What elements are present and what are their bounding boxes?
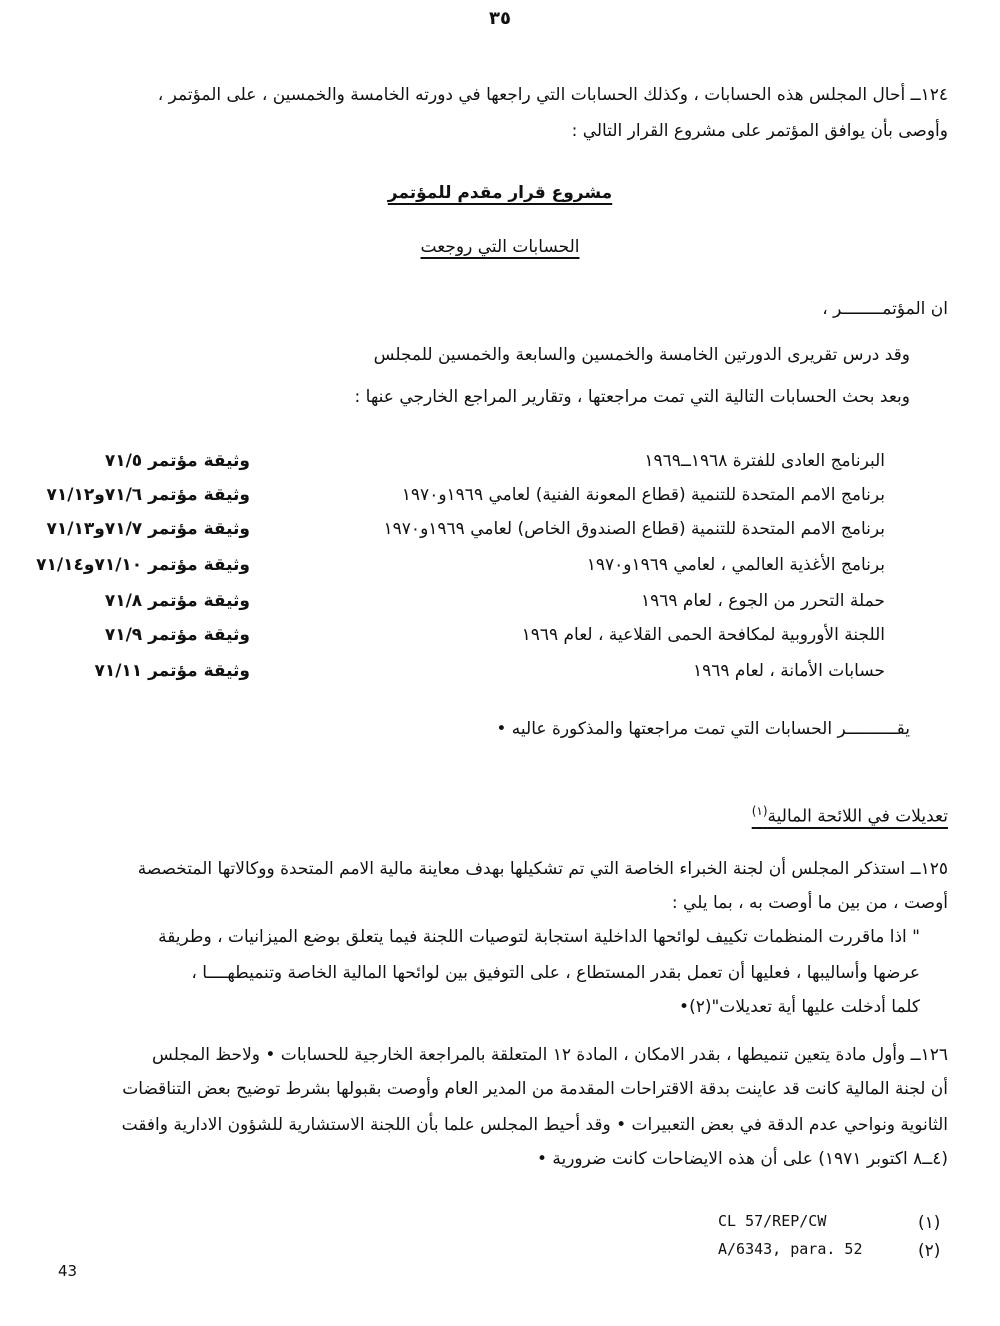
- account-document: وثيقة مؤتمر ٧١/١١: [94, 661, 250, 681]
- para-125-line2: أوصت ، من بين ما أوصت به ، بما يلي :: [671, 893, 948, 913]
- para-125-line1: ١٢٥ــ استذكر المجلس أن لجنة الخبراء الخاصة التي تم تشكيلها بهدف معاينة مالية الامم المتحدة ووكالاتها المتخصصة: [137, 859, 948, 879]
- para-124-line1: ١٢٤ــ أحال المجلس هذه الحسابات ، وكذلك الحسابات التي راجعها في دورته الخامسة والخمسين ، على المؤتمر ،: [157, 85, 948, 105]
- account-document: وثيقة مؤتمر ٧١/١٠و٧١/١٤: [36, 555, 250, 575]
- footnote-1-marker: (١): [918, 1213, 941, 1233]
- account-document: وثيقة مؤتمر ٧١/٦و٧١/١٢: [46, 485, 250, 505]
- para-126-line1: ١٢٦ــ وأول مادة يتعين تنميطها ، بقدر الامكان ، المادة ١٢ المتعلقة بالمراجعة الخارجية للحسابات • ولاحظ المجلس: [152, 1045, 948, 1065]
- draft-resolution-title: مشروع قرار مقدم للمؤتمر: [387, 183, 613, 203]
- para-126-line2: أن لجنة المالية كانت قد عاينت بدقة الاقتراحات المقدمة من المدير العام وأوصت بقبولها بشرط توضيح بعض التناقضات: [122, 1079, 948, 1099]
- having-examined-line: وبعد بحث الحسابات التالية التي تمت مراجعتها ، وتقارير المراجع الخارجي عنها :: [354, 387, 910, 407]
- account-document: وثيقة مؤتمر ٧١/٧و٧١/١٣: [46, 519, 250, 539]
- footnote-2-ref: A/6343, para. 52: [718, 1240, 863, 1258]
- account-name: حملة التحرر من الجوع ، لعام ١٩٦٩: [640, 591, 885, 611]
- account-document: وثيقة مؤتمر ٧١/٩: [104, 625, 250, 645]
- page-number: ٣٥: [489, 8, 511, 29]
- section-heading-text: تعديلات في اللائحة المالية: [767, 806, 948, 827]
- account-name: برنامج الأغذية العالمي ، لعامي ١٩٦٩و١٩٧٠: [586, 555, 885, 575]
- having-studied-line: وقد درس تقريرى الدورتين الخامسة والخمسين والسابعة والخمسين للمجلس: [373, 345, 910, 365]
- conference-line: ان المؤتمــــــــر ،: [822, 299, 948, 319]
- account-name: البرنامج العادى للفترة ١٩٦٨ــ١٩٦٩: [644, 451, 885, 471]
- account-document: وثيقة مؤتمر ٧١/٥: [104, 451, 250, 471]
- footnote-2-marker: (٢): [918, 1241, 941, 1261]
- para-125-quote1: " اذا ماقررت المنظمات تكييف لوائحها الداخلية استجابة لتوصيات اللجنة فيما يتعلق بوضع الميزانيات ، وطريقة: [158, 927, 920, 947]
- bottom-page-number: 43: [58, 1262, 78, 1280]
- account-document: وثيقة مؤتمر ٧١/٨: [104, 591, 250, 611]
- section-footnote-ref: (١): [751, 804, 768, 818]
- footnote-1-ref: CL 57/REP/CW: [718, 1212, 827, 1230]
- account-name: اللجنة الأوروبية لمكافحة الحمى القلاعية ، لعام ١٩٦٩: [521, 625, 885, 645]
- para-125-quote3: كلما أدخلت عليها أية تعديلات"(٢)•: [679, 997, 920, 1017]
- account-name: برنامج الامم المتحدة للتنمية (قطاع الصندوق الخاص) لعامي ١٩٦٩و١٩٧٠: [383, 519, 885, 539]
- para-126-line3: الثانوية ونواحي عدم الدقة في بعض التعبيرات • وقد أحيط المجلس علما بأن اللجنة الاستشارية للشؤون الادارية وافقت: [121, 1115, 948, 1135]
- para-124-line2: وأوصى بأن يوافق المؤتمر على مشروع القرار التالي :: [571, 121, 948, 141]
- account-name: برنامج الامم المتحدة للتنمية (قطاع المعونة الفنية) لعامي ١٩٦٩و١٩٧٠: [401, 485, 885, 505]
- account-name: حسابات الأمانة ، لعام ١٩٦٩: [692, 661, 885, 681]
- section-heading: [548, 798, 948, 830]
- approves-line: يقــــــــــر الحسابات التي تمت مراجعتها والمذكورة عاليه •: [496, 719, 910, 739]
- para-125-quote2: عرضها وأساليبها ، فعليها أن تعمل بقدر المستطاع ، على التوفيق بين لوائحها المالية الخاصة وتنميطهــــا ،: [191, 963, 920, 983]
- draft-resolution-subtitle: الحسابات التي روجعت: [420, 237, 580, 257]
- para-126-line4: (٤ــ٨ اكتوبر ١٩٧١) على أن هذه الايضاحات كانت ضرورية •: [536, 1149, 948, 1169]
